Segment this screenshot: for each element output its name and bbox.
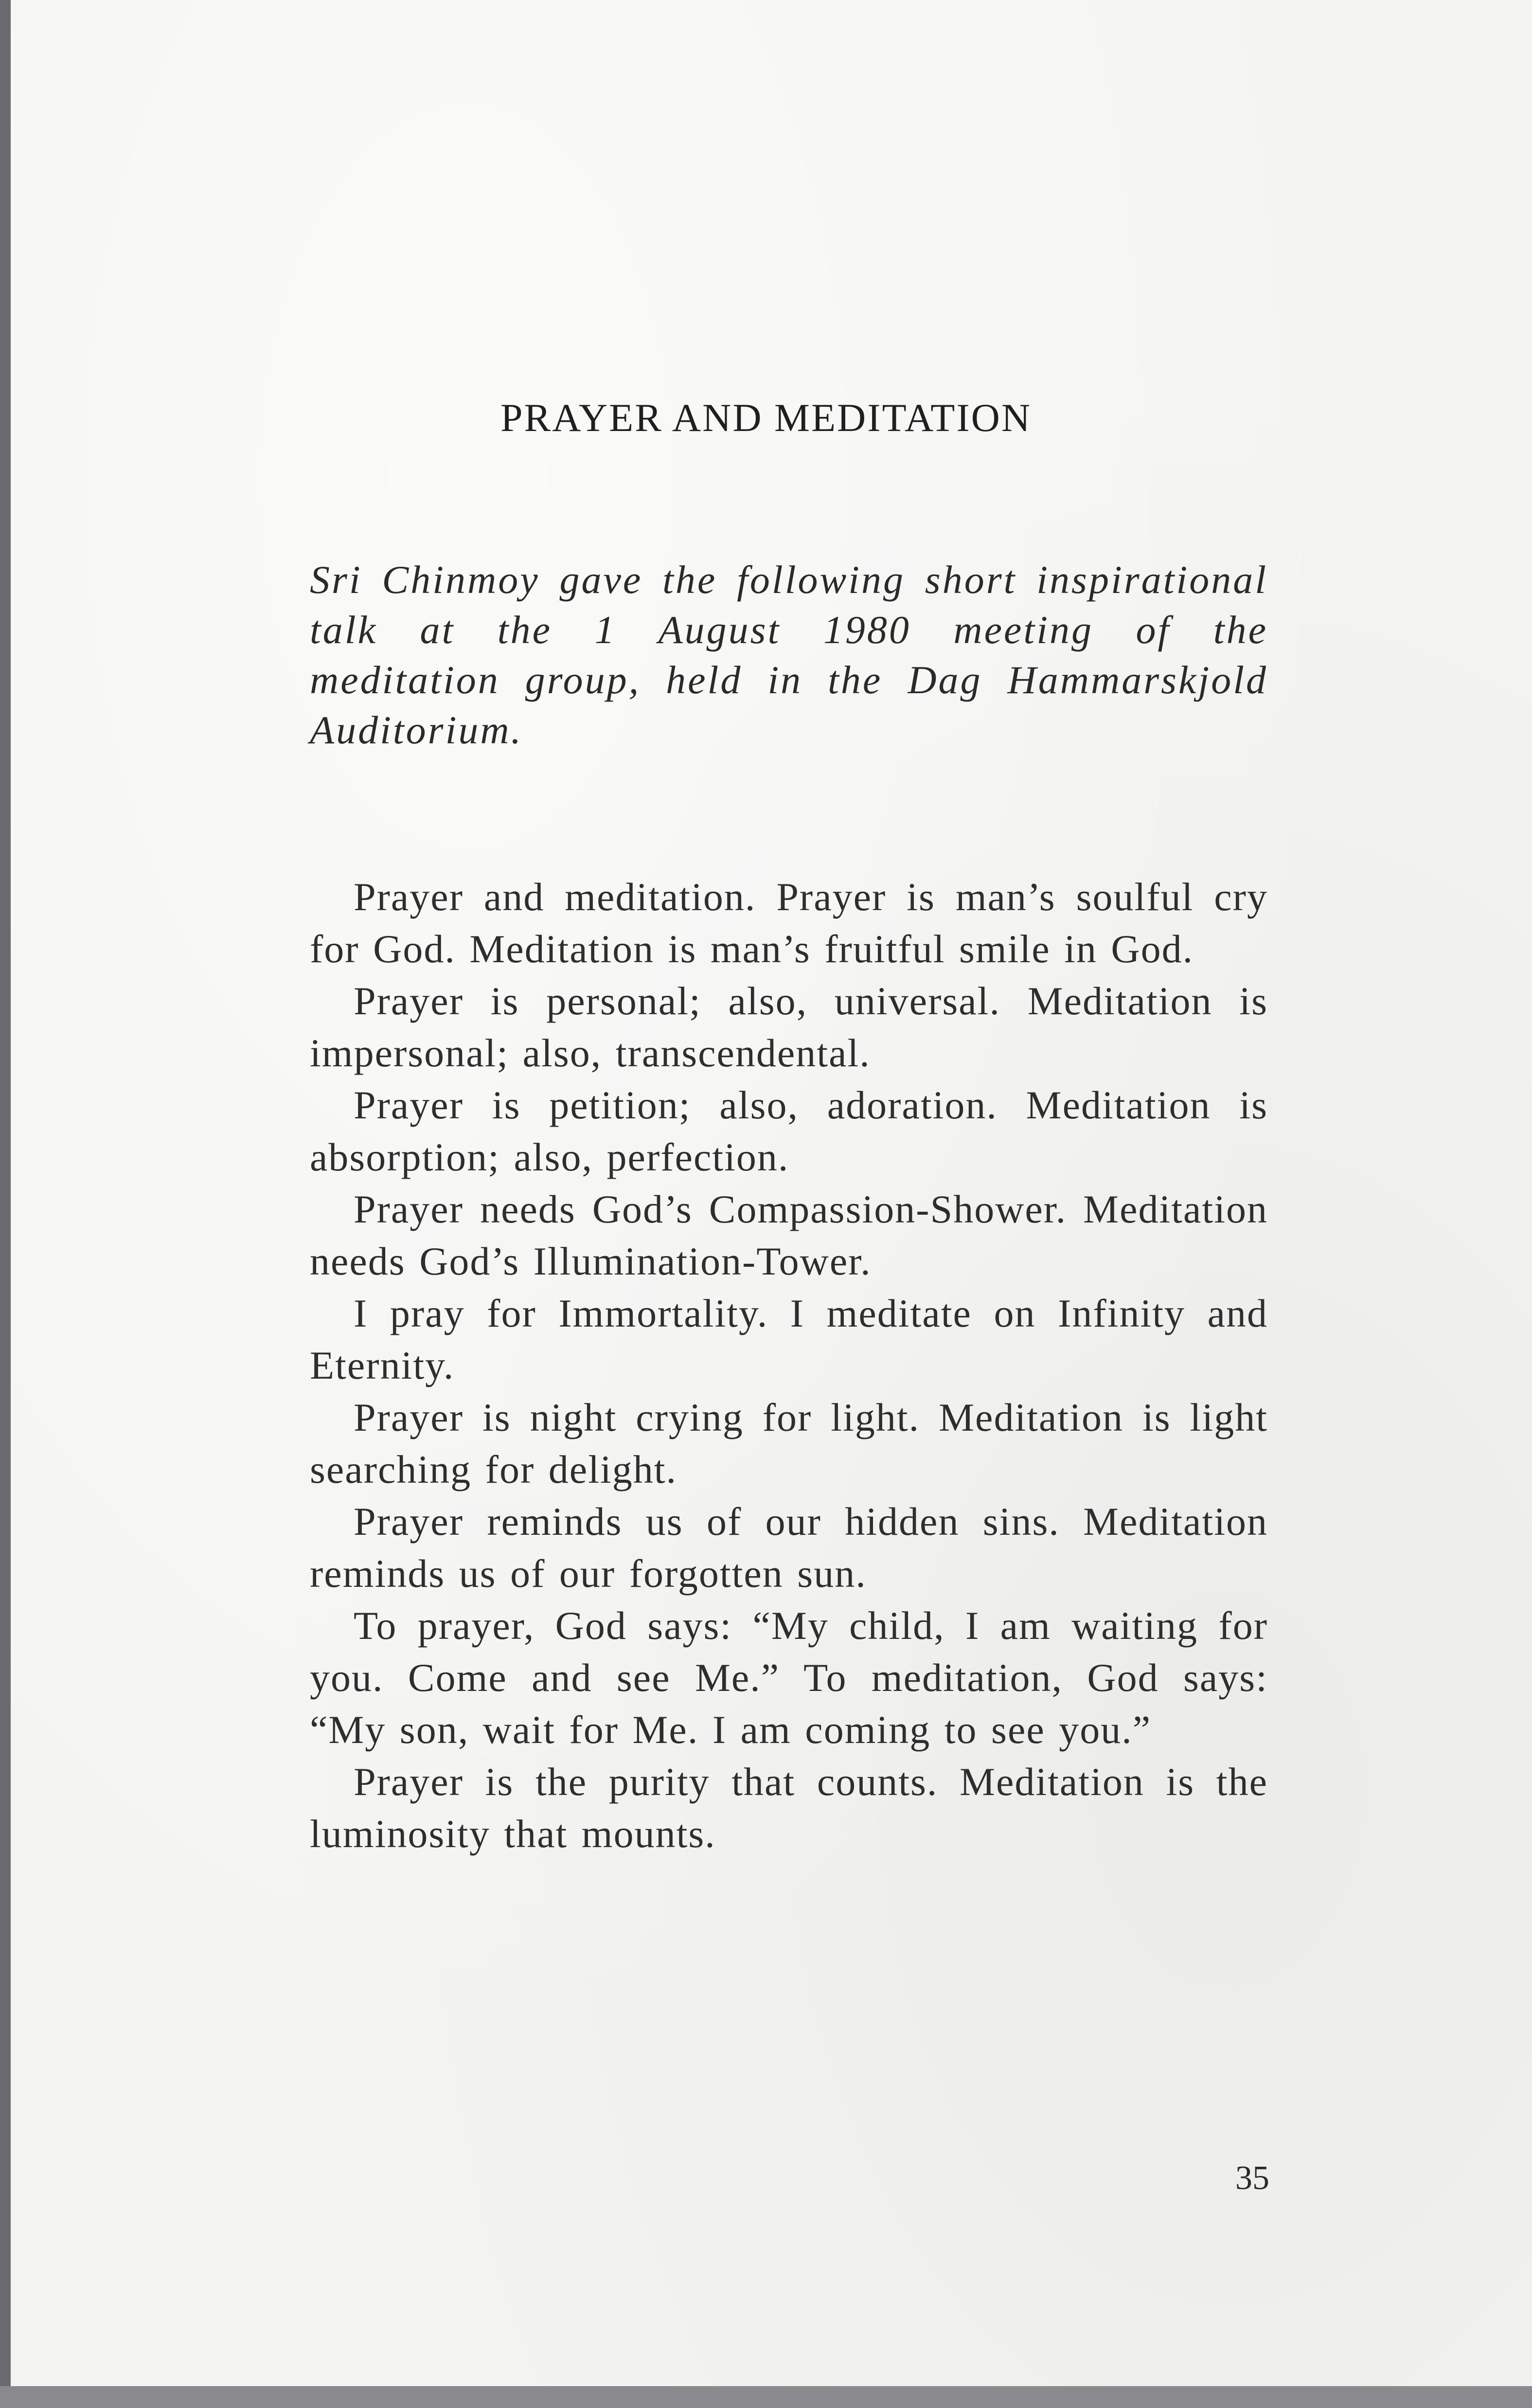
scan-edge-left — [0, 0, 11, 2408]
paragraph: Prayer is personal; also, universal. Meditation is impersonal; also, transcendental. — [310, 979, 1268, 1075]
paragraph: Prayer is the purity that counts. Meditation is the luminosity that mounts. — [310, 1760, 1268, 1856]
paragraph: I pray for Immortality. I meditate on Infinity and Eternity. — [310, 1291, 1268, 1387]
intro-note: Sri Chinmoy gave the following short inspirational talk at the 1 August 1980 meeting of the meditation group, held in the Dag Hammarskjold Auditorium. — [310, 557, 1268, 752]
paragraph: Prayer reminds us of our hidden sins. Meditation reminds us of our forgotten sun. — [310, 1499, 1268, 1596]
paragraph: Prayer needs God’s Compassion-Shower. Meditation needs God’s Illumination-Tower. — [310, 1187, 1268, 1283]
body-text — [310, 871, 1268, 1860]
paragraph: Prayer and meditation. Prayer is man’s soulful cry for God. Meditation is man’s fruitful smile in God. — [310, 875, 1268, 971]
paragraph: To prayer, God says: “My child, I am waiting for you. Come and see Me.” To meditation, God says: “My son, wait for Me. I am coming to see you.” — [310, 1603, 1268, 1752]
page-title: PRAYER AND MEDITATION — [500, 395, 1032, 440]
page-number: 35 — [1235, 2159, 1269, 2197]
scan-edge-bottom — [0, 2386, 1532, 2408]
paragraph: Prayer is night crying for light. Meditation is light searching for delight. — [310, 1395, 1268, 1492]
paragraph: Prayer is petition; also, adoration. Meditation is absorption; also, perfection. — [310, 1083, 1268, 1179]
